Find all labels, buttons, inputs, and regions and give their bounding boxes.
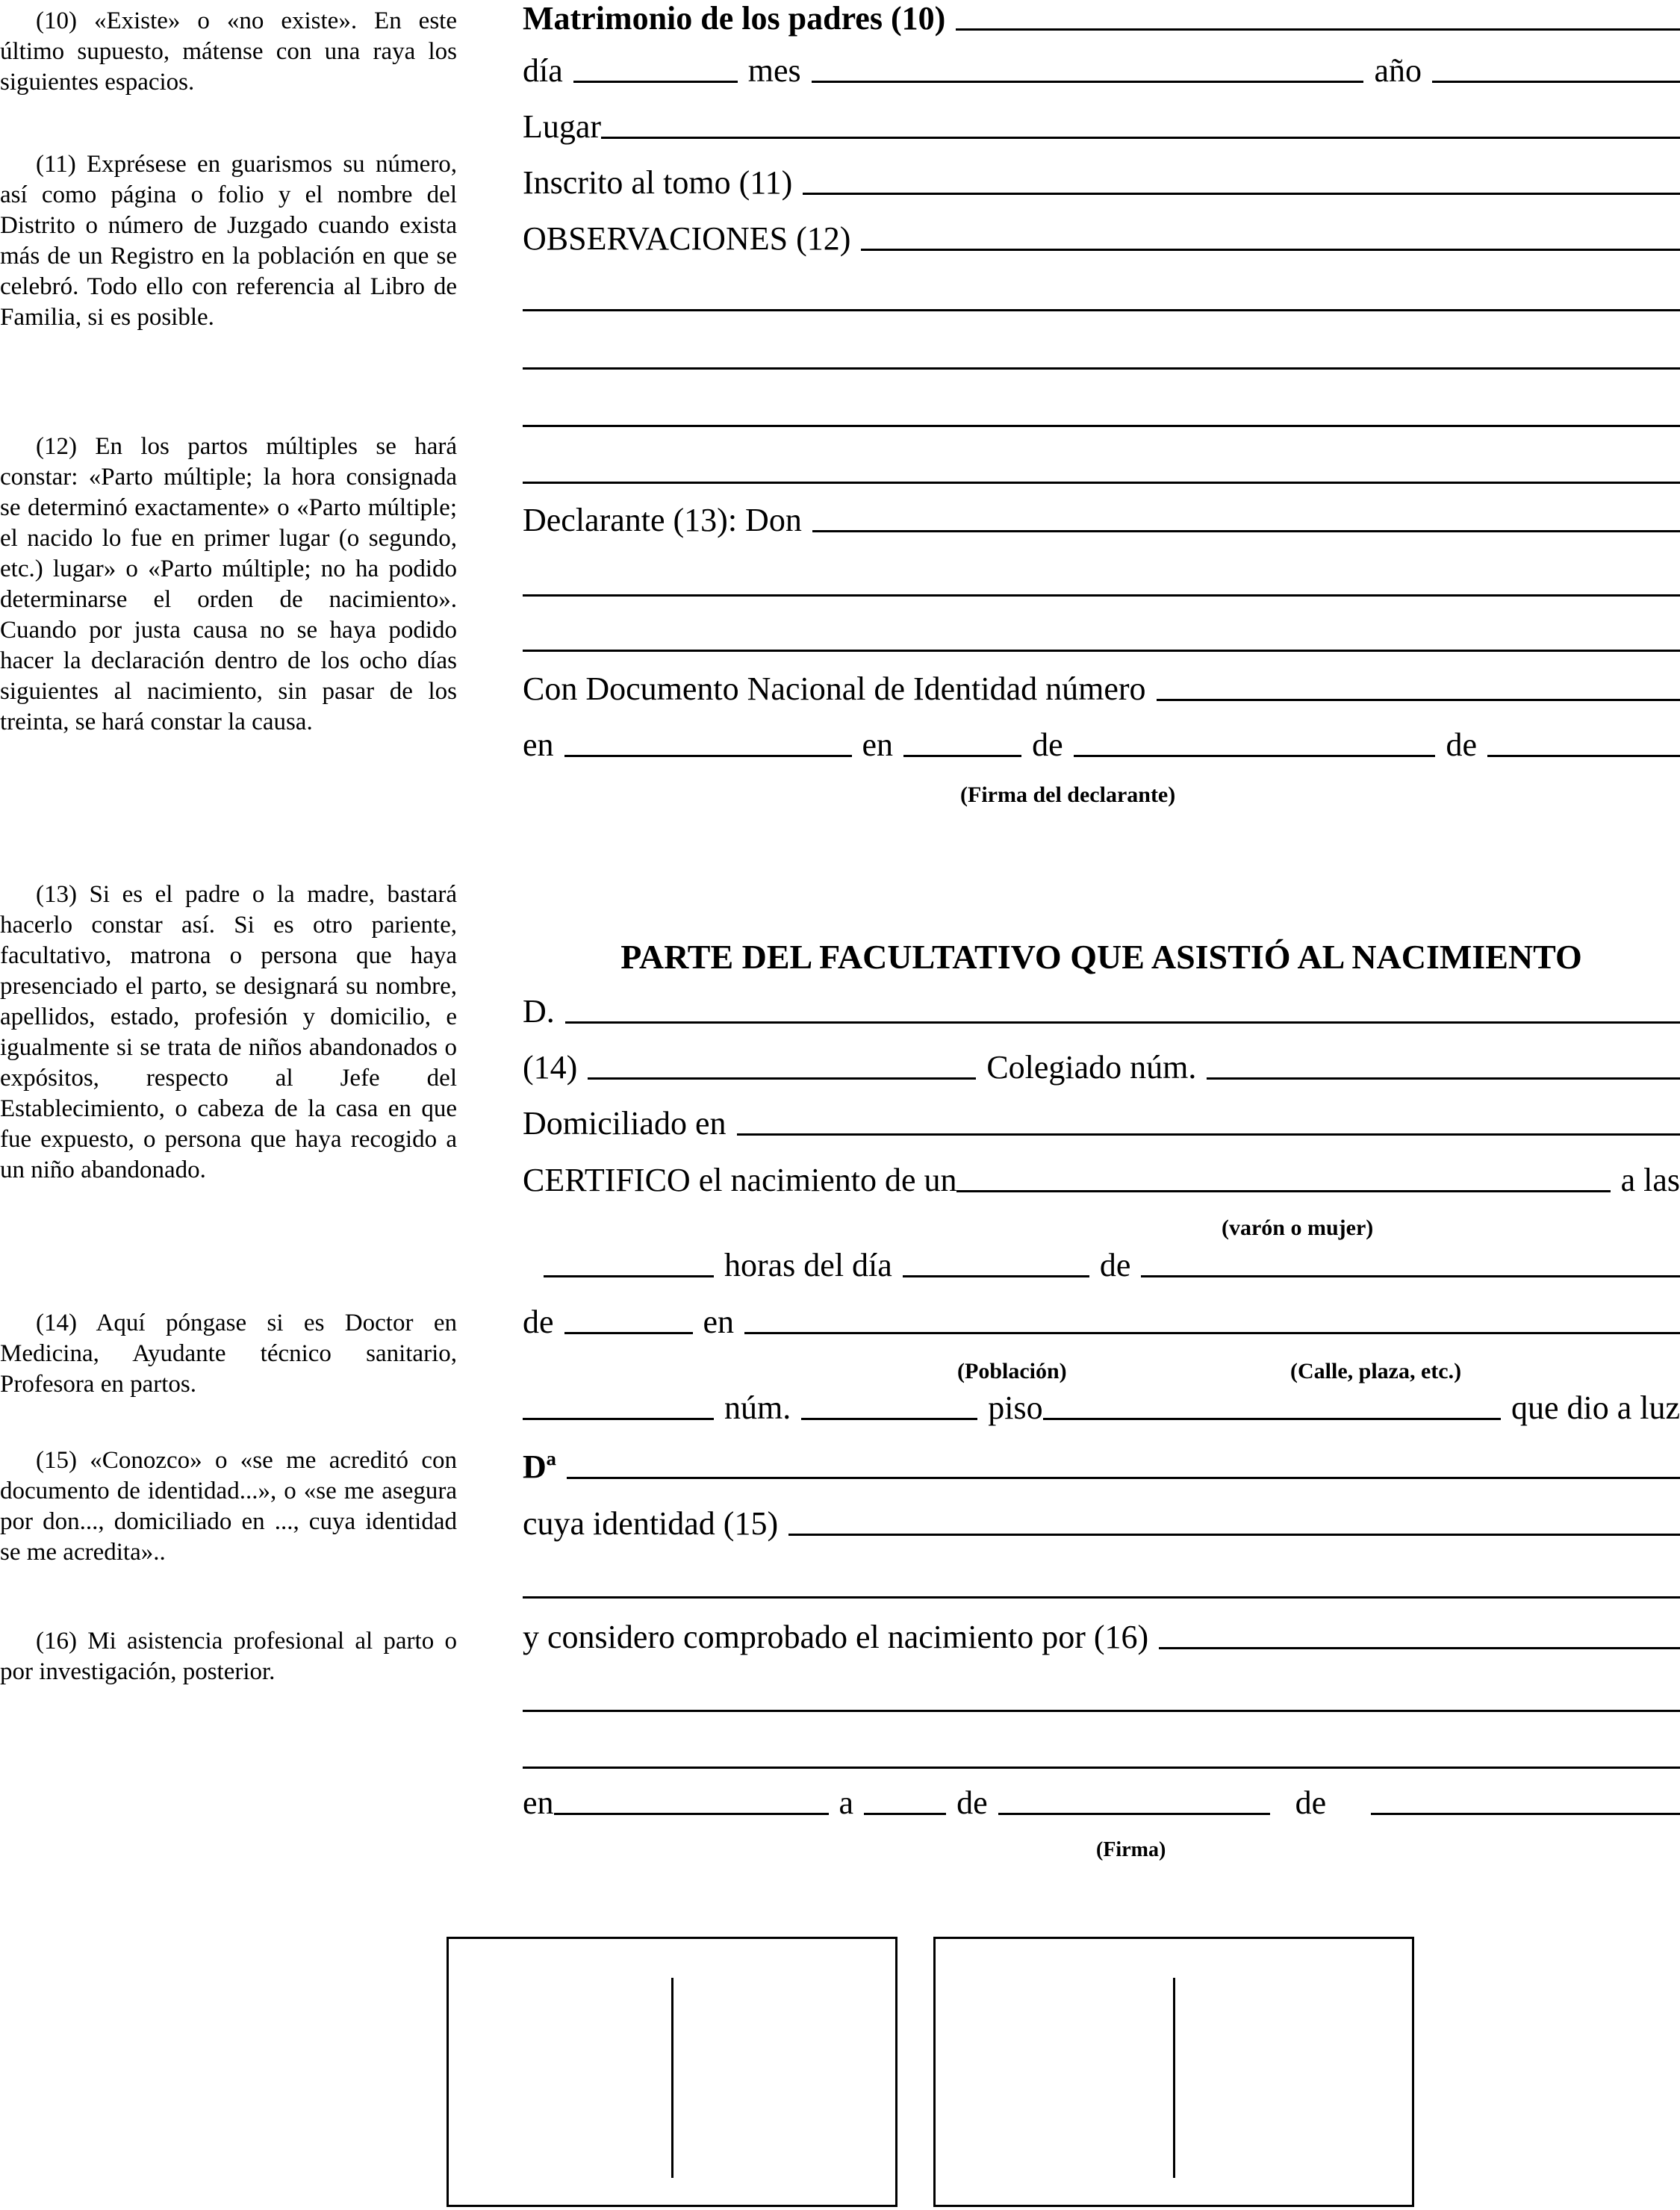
- label-en: en: [703, 1304, 735, 1340]
- row-horas: [523, 1247, 1680, 1284]
- label-horas: horas del día: [724, 1247, 892, 1283]
- label-domiciliado: Domiciliado en: [523, 1105, 727, 1142]
- field-inscrito[interactable]: [803, 193, 1680, 195]
- field-comprobado[interactable]: [1159, 1647, 1680, 1649]
- comprobado-line-2[interactable]: [523, 1710, 1680, 1712]
- field-d[interactable]: [565, 1021, 1680, 1024]
- field-observaciones[interactable]: [861, 249, 1680, 251]
- field-sexo[interactable]: [956, 1190, 1610, 1192]
- observaciones-line-2[interactable]: [523, 309, 1680, 311]
- row-comprobado: [523, 1619, 1680, 1656]
- field-de-anio[interactable]: [1487, 755, 1680, 757]
- field-dia-nacimiento[interactable]: [903, 1275, 1089, 1277]
- label-declarante: Declarante (13): Don: [523, 502, 802, 538]
- label-num: núm.: [724, 1389, 791, 1426]
- caption-varon-mujer: (varón o mujer): [1222, 1216, 1374, 1240]
- label-de-a: de: [1099, 1247, 1131, 1283]
- field-titulo[interactable]: [588, 1077, 976, 1080]
- field-horas[interactable]: [544, 1275, 714, 1277]
- label-de-2: de: [1446, 726, 1477, 763]
- field-poblacion-calle[interactable]: [744, 1332, 1680, 1334]
- label-en-2: en: [862, 726, 894, 763]
- declarante-line-3[interactable]: [523, 650, 1680, 652]
- note-16: (16) Mi asistencia profesional al parto o por investigación, posterior.: [0, 1628, 457, 1685]
- row-lugar: [523, 108, 1680, 146]
- field-calle[interactable]: [523, 1418, 714, 1420]
- field-dni[interactable]: [1157, 699, 1680, 701]
- note-14: (14) Aquí póngase si es Doctor en Medicina, Ayudante técnico sanitario, Profesora en partos.: [0, 1310, 457, 1398]
- field-madre[interactable]: [567, 1477, 1680, 1479]
- field-identidad[interactable]: [788, 1534, 1680, 1536]
- caption-poblacion: (Población): [957, 1359, 1067, 1383]
- field-matrimonio[interactable]: [956, 28, 1680, 31]
- label-d: D.: [523, 993, 555, 1030]
- field-en-dia[interactable]: [903, 755, 1021, 757]
- row-domiciliado: [523, 1105, 1680, 1142]
- row-observaciones: [523, 220, 1680, 258]
- field-de-firma-mes[interactable]: [998, 1813, 1270, 1815]
- label-dia: día: [523, 52, 563, 89]
- label-anio: año: [1374, 52, 1422, 89]
- field-anio[interactable]: [1432, 81, 1680, 83]
- row-certifico: [523, 1162, 1680, 1199]
- field-declarante[interactable]: [812, 530, 1680, 532]
- row-matrimonio: [523, 0, 1680, 37]
- field-colegiado[interactable]: [1207, 1077, 1680, 1080]
- field-en-lugar[interactable]: [564, 755, 852, 757]
- label-a-las: a las: [1620, 1162, 1680, 1198]
- note-12: (12) En los partos múltiples se hará constar: «Parto múltiple; la hora consignada se determinó exactamente» o «Parto múltiple; el nacido lo fue en primer lugar (o segundo, etc.) lugar» o «Parto múltiple; no ha podido determinarse el orden de nacimiento». Cuando por justa causa no se haya podido hacer la declaración dentro de los ocho días siguientes al nacimiento, sin pasar de los treinta, se hará constar la causa.: [0, 433, 457, 735]
- label-certifico: CERTIFICO el nacimiento de un: [523, 1162, 957, 1198]
- row-lugar-fecha-firma: [523, 1784, 1680, 1822]
- note-15: (15) «Conozco» o «se me acreditó con documento de identidad...», o «se me asegura por don..., domiciliado en ..., cuya identidad se me acredita»..: [0, 1447, 457, 1566]
- label-inscrito: Inscrito al tomo (11): [523, 164, 793, 201]
- label-de-b: de: [523, 1304, 554, 1340]
- label-matrimonio: Matrimonio de los padres (10): [523, 0, 946, 37]
- field-lugar[interactable]: [601, 137, 1680, 139]
- label-da: Dª: [523, 1448, 556, 1485]
- field-mes[interactable]: [812, 81, 1364, 83]
- field-de-mes[interactable]: [1074, 755, 1436, 757]
- observaciones-line-5[interactable]: [523, 482, 1680, 484]
- label-de-1: de: [1032, 726, 1063, 763]
- row-dni: [523, 670, 1680, 708]
- label-comprobado: y considero comprobado el nacimiento por (16): [523, 1619, 1149, 1655]
- label-a-firma: a: [839, 1784, 854, 1821]
- field-domiciliado[interactable]: [737, 1133, 1680, 1136]
- label-lugar: Lugar: [523, 108, 602, 145]
- label-mes: mes: [747, 52, 801, 89]
- note-10: (10) «Existe» o «no existe». En este último supuesto, mátense con una raya los siguientes espacios.: [0, 7, 457, 96]
- row-da: [523, 1448, 1680, 1486]
- label-observaciones: OBSERVACIONES (12): [523, 220, 851, 257]
- field-de-firma-anio[interactable]: [1371, 1813, 1680, 1815]
- declarante-line-2[interactable]: [523, 594, 1680, 597]
- row-declarante: [523, 502, 1680, 539]
- field-anio-nacimiento[interactable]: [564, 1332, 693, 1334]
- fingerprint-box-left[interactable]: [447, 1937, 897, 2207]
- observaciones-line-4[interactable]: [523, 425, 1680, 427]
- caption-firma-declarante: (Firma del declarante): [960, 782, 1176, 807]
- field-num[interactable]: [801, 1418, 977, 1420]
- field-piso[interactable]: [1043, 1418, 1501, 1420]
- caption-firma: (Firma): [1096, 1838, 1166, 1861]
- label-dio-luz: que dio a luz: [1511, 1389, 1680, 1426]
- row-fecha: [523, 52, 1680, 90]
- field-mes-nacimiento[interactable]: [1141, 1275, 1680, 1277]
- row-num-piso: [523, 1389, 1680, 1427]
- note-13: (13) Si es el padre o la madre, bastará hacerlo constar así. Si es otro pariente, facultativo, matrona o persona que haya presenciado el parto, se designará su nombre, apellidos, estado, profesión y domicilio, e igualmente si se trata de niños abandonados o expósitos, respecto al Jefe del Establecimiento, o cabeza de la casa en que fue expuesto, o persona que haya recogido a un niño abandonado.: [0, 881, 457, 1183]
- fingerprint-box-divider-left: [671, 1978, 673, 2178]
- label-piso: piso: [988, 1389, 1043, 1426]
- row-de-en: [523, 1304, 1680, 1341]
- identidad-line-2[interactable]: [523, 1596, 1680, 1599]
- label-de-firma-2: de: [1295, 1784, 1327, 1821]
- label-en-firma: en: [523, 1784, 554, 1821]
- comprobado-line-3[interactable]: [523, 1767, 1680, 1769]
- field-a-firma[interactable]: [864, 1813, 946, 1815]
- note-11: (11) Exprésese en guarismos su número, así como página o folio y el nombre del Distrito o número de Juzgado cuando exista más de un Registro en la población en que se celebró. Todo ello con referencia al Libro de Familia, si es posible.: [0, 151, 457, 331]
- section-heading: PARTE DEL FACULTATIVO QUE ASISTIÓ AL NACIMIENTO: [620, 938, 1582, 976]
- label-colegiado: Colegiado núm.: [986, 1049, 1197, 1086]
- row-colegiado: [523, 1049, 1680, 1086]
- fingerprint-box-right[interactable]: [933, 1937, 1414, 2207]
- label-identidad: cuya identidad (15): [523, 1505, 779, 1542]
- label-de-firma-1: de: [956, 1784, 988, 1821]
- row-inscrito: [523, 164, 1680, 202]
- row-d: [523, 993, 1680, 1030]
- row-lugar-fecha-declarante: [523, 726, 1680, 764]
- label-en-1: en: [523, 726, 554, 763]
- label-dni: Con Documento Nacional de Identidad número: [523, 670, 1146, 707]
- caption-calle: (Calle, plaza, etc.): [1290, 1359, 1462, 1383]
- field-en-firma[interactable]: [554, 1813, 829, 1815]
- field-dia[interactable]: [573, 81, 738, 83]
- fingerprint-box-divider-right: [1173, 1978, 1175, 2178]
- row-identidad: [523, 1505, 1680, 1543]
- label-14: (14): [523, 1049, 578, 1086]
- observaciones-line-3[interactable]: [523, 367, 1680, 370]
